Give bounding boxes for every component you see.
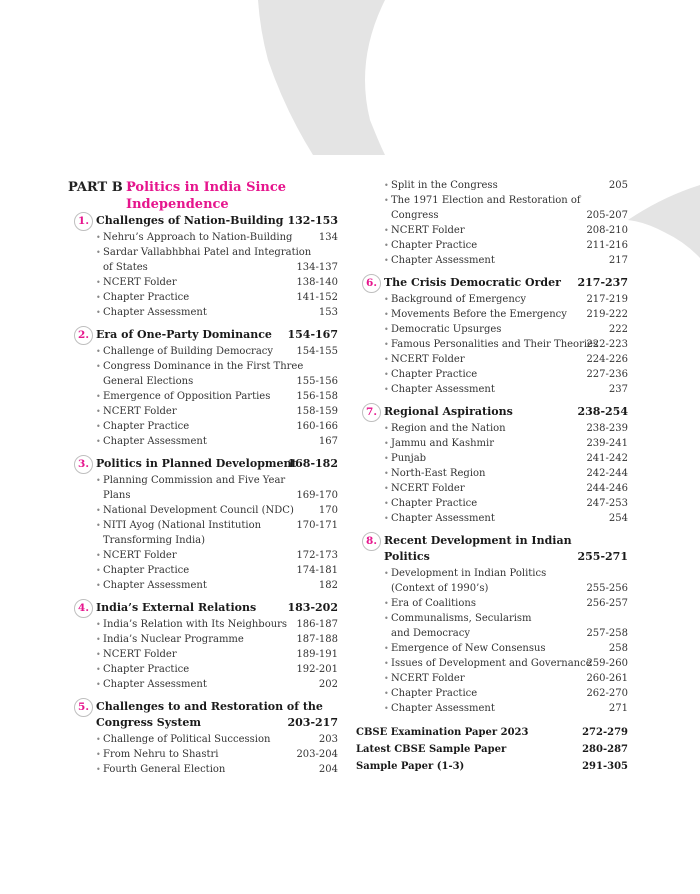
item-title: North-East Region	[391, 468, 486, 479]
item-pages: 244-246	[586, 483, 628, 494]
item-pages: 242-244	[586, 468, 628, 479]
item-pages: 134-137	[296, 262, 338, 273]
toc-item[interactable]	[96, 578, 338, 593]
bullet-icon: •	[96, 521, 101, 530]
bullet-icon: •	[384, 439, 389, 448]
toc-item[interactable]	[96, 677, 338, 692]
chapter-pages: 217-237	[577, 276, 628, 289]
item-pages: 219-222	[586, 309, 628, 320]
toc-item[interactable]	[384, 292, 628, 307]
bullet-icon: •	[384, 569, 389, 578]
toc-item[interactable]	[384, 596, 628, 611]
item-pages: 258	[608, 643, 628, 654]
chapter-title: India’s External Relations	[96, 601, 257, 614]
toc-item[interactable]	[384, 481, 628, 496]
bullet-icon: •	[96, 765, 101, 774]
extra-pages: 272-279	[582, 727, 628, 738]
bullet-icon: •	[384, 295, 389, 304]
item-pages: 174-181	[296, 565, 338, 576]
bullet-icon: •	[96, 665, 101, 674]
chapter-title-continued: Congress System	[96, 716, 202, 729]
bullet-icon: •	[96, 506, 101, 515]
toc-item[interactable]	[384, 307, 628, 322]
item-title: India’s Nuclear Programme	[103, 634, 244, 645]
bullet-icon: •	[96, 362, 101, 371]
toc-item[interactable]	[384, 421, 628, 436]
chapter-number-badge: 8.	[362, 532, 381, 551]
toc-item[interactable]	[96, 647, 338, 662]
toc-item[interactable]	[384, 566, 628, 596]
toc-item[interactable]	[96, 747, 338, 762]
toc-item[interactable]	[96, 548, 338, 563]
toc-item[interactable]	[96, 762, 338, 777]
bullet-icon: •	[96, 407, 101, 416]
chapter-pages: 203-217	[287, 716, 338, 729]
item-pages: 156-158	[296, 391, 338, 402]
bullet-icon: •	[384, 659, 389, 668]
bullet-icon: •	[384, 325, 389, 334]
item-title: Planning Commission and Five Year	[103, 475, 286, 486]
item-title-continued: General Elections	[103, 376, 194, 387]
item-title: NITI Ayog (National Institution	[103, 520, 262, 531]
item-pages: 204	[318, 764, 338, 775]
item-pages: 158-159	[296, 406, 338, 417]
part-title-line1: Politics in India Since	[126, 180, 287, 195]
item-title: NCERT Folder	[391, 225, 465, 236]
item-pages: 167	[318, 436, 338, 447]
bullet-icon: •	[96, 347, 101, 356]
toc-item[interactable]	[96, 419, 338, 434]
item-title: Development in Indian Politics	[391, 568, 547, 579]
item-title: Fourth General Election	[103, 764, 226, 775]
toc-item[interactable]	[384, 686, 628, 701]
item-pages: 205	[608, 180, 628, 191]
bullet-icon: •	[384, 704, 389, 713]
item-title: Chapter Assessment	[391, 513, 495, 524]
bullet-icon: •	[384, 614, 389, 623]
bullet-icon: •	[384, 355, 389, 364]
item-pages: 222-223	[586, 339, 628, 350]
item-pages: 254	[608, 513, 628, 524]
item-pages: 160-166	[296, 421, 338, 432]
item-pages: 241-242	[586, 453, 628, 464]
toc-item[interactable]	[96, 245, 338, 275]
item-title: Chapter Practice	[103, 565, 190, 576]
chapter-number-badge: 4.	[74, 599, 93, 618]
item-pages: 187-188	[296, 634, 338, 645]
extra-paper-entry[interactable]	[356, 742, 628, 757]
toc-item[interactable]	[96, 275, 338, 290]
item-title: Emergence of Opposition Parties	[103, 391, 271, 402]
item-pages: 138-140	[296, 277, 338, 288]
item-title: Region and the Nation	[391, 423, 506, 434]
item-title: Movements Before the Emergency	[391, 309, 567, 320]
item-title: Chapter Assessment	[391, 255, 495, 266]
bullet-icon: •	[96, 422, 101, 431]
chapter-title: Challenges of Nation-Building	[96, 214, 284, 227]
item-title: From Nehru to Shastri	[103, 749, 219, 760]
item-pages: 227-236	[586, 369, 628, 380]
item-title: Famous Personalities and Their Theories	[391, 339, 599, 350]
bullet-icon: •	[384, 370, 389, 379]
item-pages: 208-210	[586, 225, 628, 236]
item-pages: 256-257	[586, 598, 628, 609]
toc-item[interactable]	[96, 389, 338, 404]
toc-item[interactable]	[384, 701, 628, 716]
bullet-icon: •	[384, 256, 389, 265]
chapter-number-badge: 5.	[74, 698, 93, 717]
item-title: India’s Relation with Its Neighbours	[103, 619, 288, 630]
bullet-icon: •	[384, 689, 389, 698]
bullet-icon: •	[384, 674, 389, 683]
item-title: Issues of Development and Governance	[391, 658, 592, 669]
extra-pages: 291-305	[582, 761, 628, 772]
chapter-number-badge: 6.	[362, 274, 381, 293]
part-title-line2: Independence	[126, 197, 229, 212]
toc-item[interactable]	[384, 178, 628, 193]
item-title: Chapter Assessment	[103, 307, 207, 318]
item-title: Chapter Practice	[391, 688, 478, 699]
item-title: NCERT Folder	[103, 406, 177, 417]
bullet-icon: •	[384, 644, 389, 653]
toc-item[interactable]	[384, 511, 628, 526]
bullet-icon: •	[384, 599, 389, 608]
bullet-icon: •	[96, 293, 101, 302]
item-title: Chapter Assessment	[391, 384, 495, 395]
chapter-pages: 132-153	[287, 214, 338, 227]
toc-item[interactable]	[96, 230, 338, 245]
toc-item[interactable]	[96, 518, 338, 548]
item-title: The 1971 Election and Restoration of	[391, 195, 581, 206]
item-title-continued: (Context of 1990’s)	[391, 583, 489, 594]
item-pages: 224-226	[586, 354, 628, 365]
item-pages: 153	[318, 307, 338, 318]
item-pages: 217-219	[586, 294, 628, 305]
extra-pages: 280-287	[582, 744, 628, 755]
toc-item[interactable]	[384, 496, 628, 511]
extra-paper-entry[interactable]	[356, 759, 628, 774]
item-pages: 154-155	[296, 346, 338, 357]
item-pages: 247-253	[586, 498, 628, 509]
extra-title: CBSE Examination Paper 2023	[356, 727, 529, 738]
toc-item[interactable]	[384, 671, 628, 686]
item-title: Chapter Assessment	[103, 436, 207, 447]
toc-item[interactable]	[96, 732, 338, 747]
bullet-icon: •	[384, 454, 389, 463]
extra-title: Sample Paper (1-3)	[356, 761, 465, 772]
item-pages: 260-261	[586, 673, 628, 684]
bullet-icon: •	[96, 308, 101, 317]
item-title: Chapter Practice	[103, 664, 190, 675]
toc-item[interactable]	[384, 253, 628, 268]
item-pages: 239-241	[586, 438, 628, 449]
toc-item[interactable]	[96, 503, 338, 518]
bullet-icon: •	[96, 635, 101, 644]
bullet-icon: •	[96, 581, 101, 590]
extra-paper-entry[interactable]	[356, 725, 628, 740]
chapter-pages: 154-167	[287, 328, 338, 341]
item-pages: 192-201	[296, 664, 338, 675]
bullet-icon: •	[96, 248, 101, 257]
toc-item[interactable]	[96, 473, 338, 503]
item-pages: 257-258	[586, 628, 628, 639]
bullet-icon: •	[96, 650, 101, 659]
item-pages: 203	[318, 734, 338, 745]
item-title: Democratic Upsurges	[391, 324, 502, 335]
chapter-title: Recent Development in Indian	[384, 534, 572, 547]
item-pages: 189-191	[296, 649, 338, 660]
item-title: NCERT Folder	[103, 277, 177, 288]
chapter-number-badge: 2.	[74, 326, 93, 345]
toc-item[interactable]	[96, 404, 338, 419]
item-title: Chapter Practice	[391, 369, 478, 380]
bullet-icon: •	[96, 233, 101, 242]
bullet-icon: •	[96, 392, 101, 401]
chapter-title-continued: Politics	[384, 550, 430, 563]
bullet-icon: •	[96, 620, 101, 629]
item-title: NCERT Folder	[391, 673, 465, 684]
item-title: Background of Emergency	[391, 294, 527, 305]
part-label: PART B :	[68, 180, 133, 195]
toc-item[interactable]	[96, 617, 338, 632]
item-title: Nehru’s Approach to Nation-Building	[103, 232, 293, 243]
item-title: Chapter Practice	[391, 240, 478, 251]
item-title: National Development Council (NDC)	[103, 505, 294, 516]
item-pages: 238-239	[586, 423, 628, 434]
item-title: NCERT Folder	[103, 649, 177, 660]
item-title: Chapter Practice	[391, 498, 478, 509]
item-title: Chapter Assessment	[103, 580, 207, 591]
item-pages: 237	[608, 384, 628, 395]
toc-item[interactable]	[384, 223, 628, 238]
toc-item[interactable]	[96, 434, 338, 449]
bullet-icon: •	[384, 340, 389, 349]
toc-item[interactable]	[96, 305, 338, 320]
chapter-number-badge: 1.	[74, 212, 93, 231]
item-pages: 222	[608, 324, 628, 335]
toc-item[interactable]	[384, 611, 628, 641]
item-title: Sardar Vallabhbhai Patel and Integration	[103, 247, 312, 258]
item-pages: 170-171	[296, 520, 338, 531]
bullet-icon: •	[384, 499, 389, 508]
part-heading	[68, 179, 287, 212]
bullet-icon: •	[384, 226, 389, 235]
item-title: Challenge of Political Succession	[103, 734, 271, 745]
chapter-number-badge: 7.	[362, 403, 381, 422]
chapter-title: The Crisis Democratic Order	[384, 276, 561, 289]
chapter-title: Regional Aspirations	[384, 405, 513, 418]
item-title: Chapter Practice	[103, 421, 190, 432]
toc-item[interactable]	[384, 322, 628, 337]
toc-item[interactable]	[384, 436, 628, 451]
bullet-icon: •	[384, 241, 389, 250]
item-pages: 262-270	[586, 688, 628, 699]
bullet-icon: •	[384, 310, 389, 319]
bullet-icon: •	[384, 514, 389, 523]
item-title: Congress Dominance in the First Three	[103, 361, 304, 372]
bullet-icon: •	[384, 484, 389, 493]
toc-item[interactable]	[96, 344, 338, 359]
item-title-continued: Transforming India)	[103, 535, 206, 546]
item-pages: 259-260	[586, 658, 628, 669]
item-title: Era of Coalitions	[391, 598, 476, 609]
chapter-title: Challenges to and Restoration of the	[96, 700, 323, 713]
item-pages: 141-152	[296, 292, 338, 303]
bullet-icon: •	[96, 735, 101, 744]
item-pages: 203-204	[296, 749, 338, 760]
bullet-icon: •	[96, 680, 101, 689]
bullet-icon: •	[384, 469, 389, 478]
item-title: Chapter Assessment	[103, 679, 207, 690]
chapter-number-badge: 3.	[74, 455, 93, 474]
chapter-pages: 168-182	[287, 457, 338, 470]
bullet-icon: •	[96, 750, 101, 759]
toc-item[interactable]	[384, 382, 628, 397]
item-pages: 170	[318, 505, 338, 516]
item-pages: 169-170	[296, 490, 338, 501]
item-title: Chapter Assessment	[391, 703, 495, 714]
item-pages: 255-256	[586, 583, 628, 594]
toc-item[interactable]	[96, 290, 338, 305]
toc-item[interactable]	[384, 193, 628, 223]
toc-item[interactable]	[384, 656, 628, 671]
item-title-continued: of States	[103, 262, 148, 273]
toc-item[interactable]	[384, 367, 628, 382]
item-pages: 217	[608, 255, 628, 266]
item-title: NCERT Folder	[391, 483, 465, 494]
item-pages: 202	[318, 679, 338, 690]
chapter-title: Politics in Planned Development	[96, 457, 297, 470]
item-pages: 182	[318, 580, 338, 591]
item-title-continued: Plans	[103, 490, 131, 501]
item-title: Chapter Practice	[103, 292, 190, 303]
item-pages: 205-207	[586, 210, 628, 221]
chapter-pages: 255-271	[577, 550, 628, 563]
bullet-icon: •	[96, 437, 101, 446]
bullet-icon: •	[384, 196, 389, 205]
toc-item[interactable]	[96, 359, 338, 389]
toc-item[interactable]	[96, 662, 338, 677]
bullet-icon: •	[384, 181, 389, 190]
item-title: NCERT Folder	[391, 354, 465, 365]
item-pages: 134	[318, 232, 338, 243]
toc-item[interactable]	[384, 238, 628, 253]
toc-item[interactable]	[384, 337, 628, 352]
bullet-icon: •	[96, 278, 101, 287]
item-title: NCERT Folder	[103, 550, 177, 561]
toc-item[interactable]	[96, 563, 338, 578]
extra-title: Latest CBSE Sample Paper	[356, 744, 507, 755]
bullet-icon: •	[96, 566, 101, 575]
bullet-icon: •	[96, 551, 101, 560]
chapter-pages: 238-254	[577, 405, 628, 418]
chapter-pages: 183-202	[287, 601, 338, 614]
item-title-continued: and Democracy	[391, 628, 471, 639]
toc-item[interactable]	[96, 632, 338, 647]
item-pages: 155-156	[296, 376, 338, 387]
toc-item[interactable]	[384, 451, 628, 466]
item-pages: 186-187	[296, 619, 338, 630]
bullet-icon: •	[96, 476, 101, 485]
item-title: Challenge of Building Democracy	[103, 346, 274, 357]
bullet-icon: •	[384, 424, 389, 433]
item-pages: 271	[608, 703, 628, 714]
toc-item[interactable]	[384, 352, 628, 367]
item-title-continued: Congress	[391, 210, 439, 221]
item-pages: 172-173	[296, 550, 338, 561]
bullet-icon: •	[384, 385, 389, 394]
item-title: Jammu and Kashmir	[391, 438, 495, 449]
item-title: Communalisms, Secularism	[391, 613, 532, 624]
item-title: Punjab	[391, 453, 427, 464]
chapter-title: Era of One-Party Dominance	[96, 328, 272, 341]
item-title: Emergence of New Consensus	[391, 643, 546, 654]
item-title: Split in the Congress	[391, 180, 498, 191]
part-title	[126, 179, 326, 213]
toc-item[interactable]	[384, 641, 628, 656]
item-pages: 211-216	[586, 240, 628, 251]
toc-item[interactable]	[384, 466, 628, 481]
